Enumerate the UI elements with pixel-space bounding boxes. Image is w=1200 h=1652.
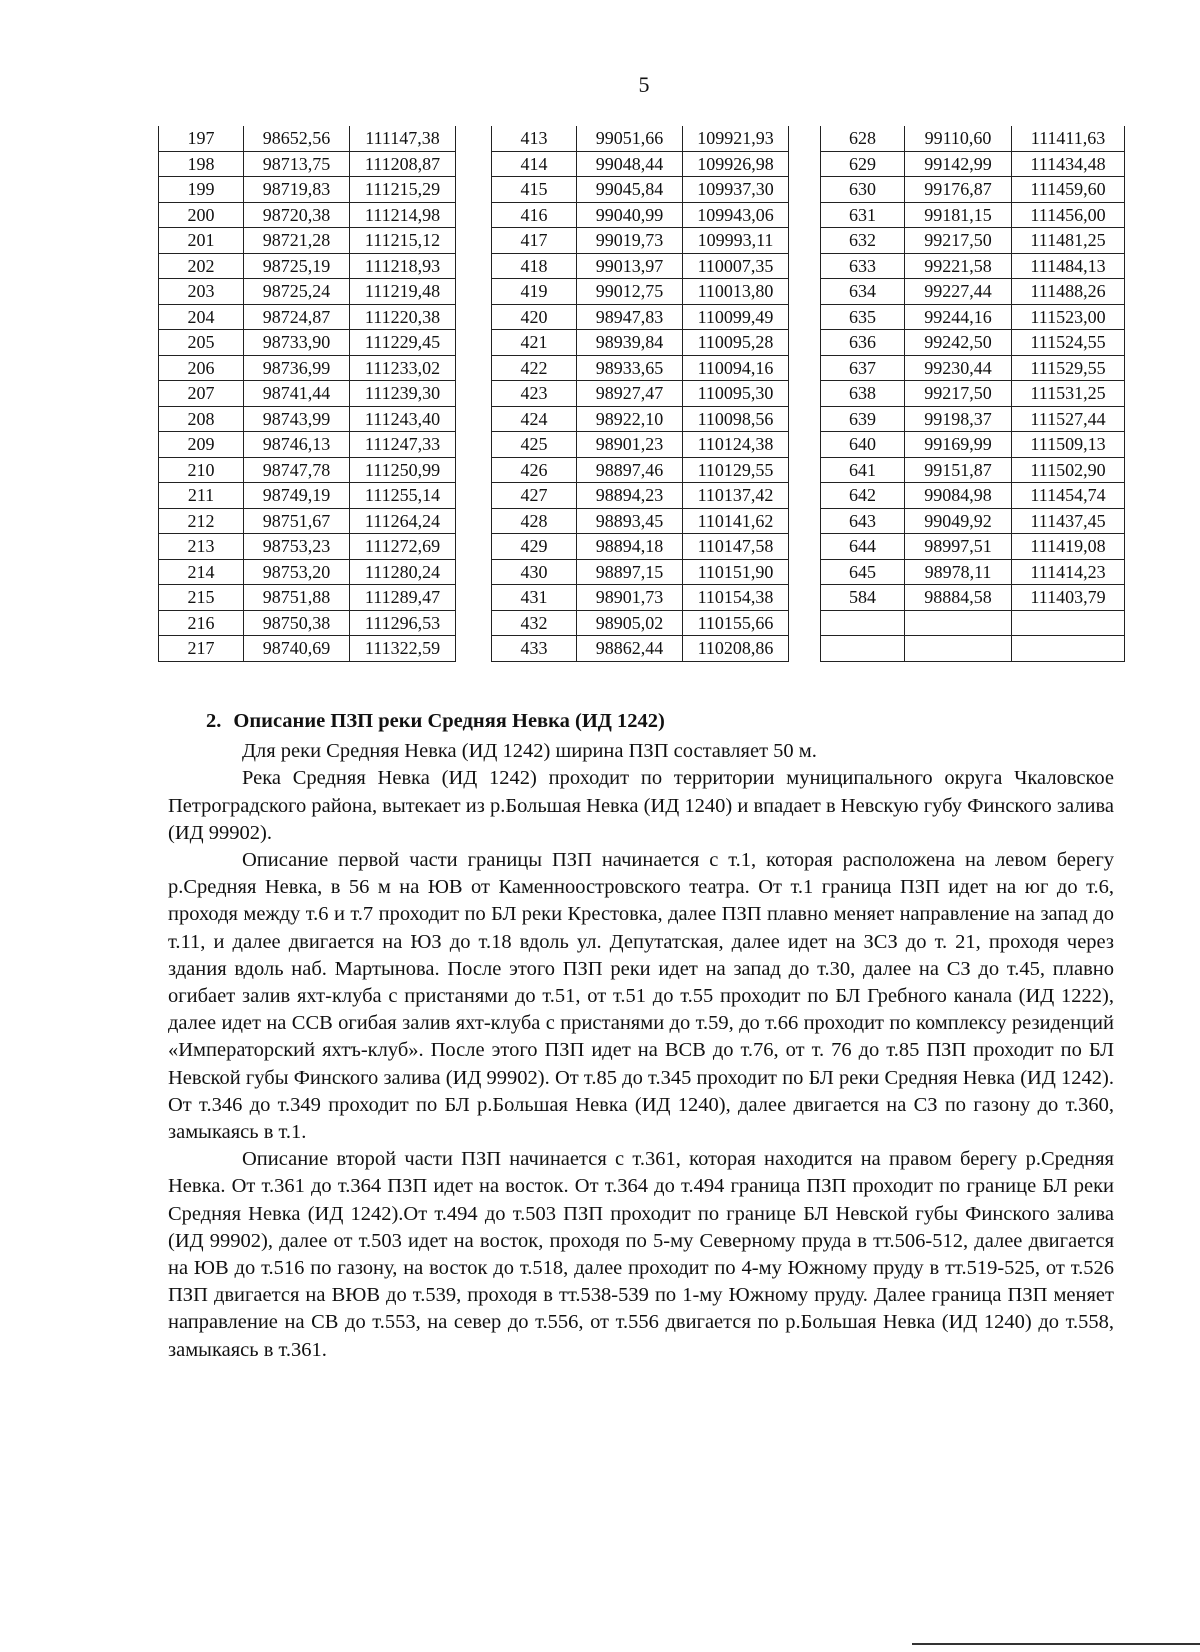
x-coordinate-cell: 99244,16 xyxy=(905,304,1012,330)
section-heading xyxy=(206,708,1114,735)
point-number-cell: 645 xyxy=(821,559,905,585)
point-number-cell: 644 xyxy=(821,534,905,560)
point-number-cell: 637 xyxy=(821,355,905,381)
point-number-cell: 214 xyxy=(159,559,244,585)
x-coordinate-cell: 98713,75 xyxy=(244,151,350,177)
table-row xyxy=(492,534,789,560)
section-text-block xyxy=(168,708,1114,1364)
y-coordinate-cell: 111218,93 xyxy=(350,253,456,279)
point-number-cell: 416 xyxy=(492,202,577,228)
x-coordinate-cell: 98922,10 xyxy=(577,406,683,432)
x-coordinate-cell: 98724,87 xyxy=(244,304,350,330)
point-number-cell: 213 xyxy=(159,534,244,560)
table-row xyxy=(492,381,789,407)
x-coordinate-cell: 99142,99 xyxy=(905,151,1012,177)
point-number-cell: 628 xyxy=(821,126,905,151)
table-row xyxy=(159,126,456,151)
x-coordinate-cell: 98750,38 xyxy=(244,610,350,636)
x-coordinate-cell: 99181,15 xyxy=(905,202,1012,228)
footer-rule xyxy=(912,1643,1200,1645)
point-number-cell: 432 xyxy=(492,610,577,636)
table-row xyxy=(492,406,789,432)
x-coordinate-cell: 99019,73 xyxy=(577,228,683,254)
table-row xyxy=(821,483,1125,509)
point-number-cell: 207 xyxy=(159,381,244,407)
point-number-cell: 208 xyxy=(159,406,244,432)
point-number-cell: 205 xyxy=(159,330,244,356)
y-coordinate-cell: 111502,90 xyxy=(1012,457,1125,483)
x-coordinate-cell: 98741,44 xyxy=(244,381,350,407)
y-coordinate-cell: 111411,63 xyxy=(1012,126,1125,151)
point-number-cell: 636 xyxy=(821,330,905,356)
point-number-cell: 633 xyxy=(821,253,905,279)
point-number-cell: 216 xyxy=(159,610,244,636)
x-coordinate-cell: 99242,50 xyxy=(905,330,1012,356)
y-coordinate-cell: 111434,48 xyxy=(1012,151,1125,177)
coordinates-table-2 xyxy=(491,126,789,662)
x-coordinate-cell xyxy=(905,610,1012,636)
x-coordinate-cell: 99048,44 xyxy=(577,151,683,177)
point-number-cell: 635 xyxy=(821,304,905,330)
table-row xyxy=(159,381,456,407)
table-row xyxy=(159,304,456,330)
point-number-cell: 423 xyxy=(492,381,577,407)
y-coordinate-cell: 111215,12 xyxy=(350,228,456,254)
x-coordinate-cell: 99151,87 xyxy=(905,457,1012,483)
x-coordinate-cell: 98901,73 xyxy=(577,585,683,611)
table-row xyxy=(821,355,1125,381)
table-row xyxy=(821,279,1125,305)
x-coordinate-cell: 98720,38 xyxy=(244,202,350,228)
table-row xyxy=(159,330,456,356)
point-number-cell: 430 xyxy=(492,559,577,585)
y-coordinate-cell: 111403,79 xyxy=(1012,585,1125,611)
point-number-cell: 206 xyxy=(159,355,244,381)
point-number-cell xyxy=(821,636,905,662)
table-row xyxy=(821,559,1125,585)
table-row xyxy=(821,126,1125,151)
x-coordinate-cell: 98751,88 xyxy=(244,585,350,611)
y-coordinate-cell: 111280,24 xyxy=(350,559,456,585)
page-number: 5 xyxy=(638,72,650,97)
y-coordinate-cell: 111484,13 xyxy=(1012,253,1125,279)
y-coordinate-cell: 111247,33 xyxy=(350,432,456,458)
point-number-cell: 415 xyxy=(492,177,577,203)
point-number-cell: 421 xyxy=(492,330,577,356)
x-coordinate-cell: 98736,99 xyxy=(244,355,350,381)
paragraph-first-part: Описание первой части границы ПЗП начинается с т.1, которая расположена на левом берегу р.Средняя Невка, в 56 м на ЮВ от Каменноостровского театра. От т.1 граница ПЗП идет на юг до т.6, проходя между т.6 и т.7 проходит по БЛ реки Крестовка, далее ПЗП плавно меняет направление на запад до т.11, и далее двигается на ЮЗ до т.18 вдоль ул. Депутатская, далее идет на ЗСЗ до т. 21, проходя через здания вдоль наб. Мартынова. После этого ПЗП реки идет на запад до т.30, далее на СЗ до т.45, плавно огибает залив яхт-клуба с пристанями до т.51, от т.51 до т.55 проходит по БЛ Гребного канала (ИД 1222), далее идет на ССВ огибая залив яхт-клуба с пристанями до т.59, до т.66 проходит по комплексу резиденций «Императорский яхтъ-клуб». После этого ПЗП идет на ВСВ до т.76, от т. 76 до т.85 ПЗП проходит по БЛ Невской губы Финского залива (ИД 99902). От т.85 до т.345 проходит по БЛ реки Средняя Невка (ИД 1242). От т.346 до т.349 проходит по БЛ р.Большая Невка (ИД 1240), далее двигается на СЗ по газону до т.360, замыкаясь в т.1. xyxy=(168,849,1114,1144)
point-number-cell: 413 xyxy=(492,126,577,151)
table-row xyxy=(159,636,456,662)
point-number-cell: 426 xyxy=(492,457,577,483)
point-number-cell: 420 xyxy=(492,304,577,330)
table-row xyxy=(821,381,1125,407)
y-coordinate-cell: 111437,45 xyxy=(1012,508,1125,534)
table-row xyxy=(821,636,1125,662)
x-coordinate-cell: 98947,83 xyxy=(577,304,683,330)
point-number-cell: 209 xyxy=(159,432,244,458)
point-number-cell: 204 xyxy=(159,304,244,330)
point-number-cell: 201 xyxy=(159,228,244,254)
table-row xyxy=(821,406,1125,432)
x-coordinate-cell: 98749,19 xyxy=(244,483,350,509)
table-row xyxy=(821,177,1125,203)
table-row xyxy=(159,355,456,381)
point-number-cell: 200 xyxy=(159,202,244,228)
coordinates-table-3 xyxy=(820,126,1125,662)
table-row xyxy=(492,151,789,177)
x-coordinate-cell: 98740,69 xyxy=(244,636,350,662)
point-number-cell: 425 xyxy=(492,432,577,458)
x-coordinate-cell: 99049,92 xyxy=(905,508,1012,534)
table-row xyxy=(492,610,789,636)
y-coordinate-cell: 111322,59 xyxy=(350,636,456,662)
table-row xyxy=(159,457,456,483)
y-coordinate-cell: 111250,99 xyxy=(350,457,456,483)
x-coordinate-cell: 98733,90 xyxy=(244,330,350,356)
x-coordinate-cell: 98719,83 xyxy=(244,177,350,203)
y-coordinate-cell: 110147,58 xyxy=(683,534,789,560)
table-row xyxy=(492,457,789,483)
y-coordinate-cell: 111419,08 xyxy=(1012,534,1125,560)
paragraph-width: Для реки Средняя Невка (ИД 1242) ширина ПЗП составляет 50 м. xyxy=(242,740,817,763)
table-row xyxy=(159,151,456,177)
y-coordinate-cell: 109926,98 xyxy=(683,151,789,177)
y-coordinate-cell: 110099,49 xyxy=(683,304,789,330)
point-number-cell: 203 xyxy=(159,279,244,305)
point-number-cell: 198 xyxy=(159,151,244,177)
y-coordinate-cell: 111459,60 xyxy=(1012,177,1125,203)
y-coordinate-cell: 111220,38 xyxy=(350,304,456,330)
y-coordinate-cell: 109993,11 xyxy=(683,228,789,254)
y-coordinate-cell: 110094,16 xyxy=(683,355,789,381)
point-number-cell: 418 xyxy=(492,253,577,279)
x-coordinate-cell: 98753,20 xyxy=(244,559,350,585)
point-number-cell: 632 xyxy=(821,228,905,254)
y-coordinate-cell: 110007,35 xyxy=(683,253,789,279)
y-coordinate-cell: 110151,90 xyxy=(683,559,789,585)
table-row xyxy=(159,483,456,509)
point-number-cell: 634 xyxy=(821,279,905,305)
table-row xyxy=(492,585,789,611)
table-row xyxy=(821,508,1125,534)
table-row xyxy=(821,228,1125,254)
y-coordinate-cell: 111481,25 xyxy=(1012,228,1125,254)
point-number-cell: 414 xyxy=(492,151,577,177)
x-coordinate-cell: 99230,44 xyxy=(905,355,1012,381)
y-coordinate-cell: 111243,40 xyxy=(350,406,456,432)
x-coordinate-cell: 98897,15 xyxy=(577,559,683,585)
y-coordinate-cell: 110095,30 xyxy=(683,381,789,407)
y-coordinate-cell: 111229,45 xyxy=(350,330,456,356)
y-coordinate-cell: 111488,26 xyxy=(1012,279,1125,305)
x-coordinate-cell: 98652,56 xyxy=(244,126,350,151)
table-row xyxy=(159,534,456,560)
point-number-cell: 427 xyxy=(492,483,577,509)
section-title: Описание ПЗП реки Средняя Невка (ИД 1242) xyxy=(233,710,665,732)
point-number-cell: 210 xyxy=(159,457,244,483)
point-number-cell: 631 xyxy=(821,202,905,228)
point-number-cell: 429 xyxy=(492,534,577,560)
y-coordinate-cell: 111208,87 xyxy=(350,151,456,177)
point-number-cell: 431 xyxy=(492,585,577,611)
x-coordinate-cell: 99110,60 xyxy=(905,126,1012,151)
table-row xyxy=(492,508,789,534)
y-coordinate-cell: 110129,55 xyxy=(683,457,789,483)
point-number-cell: 638 xyxy=(821,381,905,407)
table-row xyxy=(159,559,456,585)
x-coordinate-cell: 99051,66 xyxy=(577,126,683,151)
point-number-cell: 212 xyxy=(159,508,244,534)
x-coordinate-cell: 99084,98 xyxy=(905,483,1012,509)
point-number-cell: 433 xyxy=(492,636,577,662)
x-coordinate-cell: 99012,75 xyxy=(577,279,683,305)
x-coordinate-cell: 98721,28 xyxy=(244,228,350,254)
table-row xyxy=(821,457,1125,483)
y-coordinate-cell: 111509,13 xyxy=(1012,432,1125,458)
point-number-cell: 197 xyxy=(159,126,244,151)
point-number-cell: 629 xyxy=(821,151,905,177)
table-row xyxy=(821,330,1125,356)
table-row xyxy=(821,585,1125,611)
x-coordinate-cell: 98894,23 xyxy=(577,483,683,509)
table-row xyxy=(821,253,1125,279)
x-coordinate-cell: 98751,67 xyxy=(244,508,350,534)
point-number-cell: 639 xyxy=(821,406,905,432)
x-coordinate-cell: 98884,58 xyxy=(905,585,1012,611)
y-coordinate-cell: 111456,00 xyxy=(1012,202,1125,228)
y-coordinate-cell: 110098,56 xyxy=(683,406,789,432)
y-coordinate-cell: 111289,47 xyxy=(350,585,456,611)
point-number-cell: 202 xyxy=(159,253,244,279)
table-row xyxy=(492,355,789,381)
point-number-cell: 217 xyxy=(159,636,244,662)
table-row xyxy=(821,534,1125,560)
point-number-cell: 428 xyxy=(492,508,577,534)
y-coordinate-cell: 111531,25 xyxy=(1012,381,1125,407)
x-coordinate-cell: 98901,23 xyxy=(577,432,683,458)
y-coordinate-cell: 110208,86 xyxy=(683,636,789,662)
point-number-cell: 630 xyxy=(821,177,905,203)
y-coordinate-cell xyxy=(1012,610,1125,636)
y-coordinate-cell: 111523,00 xyxy=(1012,304,1125,330)
point-number-cell: 419 xyxy=(492,279,577,305)
table-row xyxy=(821,202,1125,228)
point-number-cell: 199 xyxy=(159,177,244,203)
y-coordinate-cell: 109937,30 xyxy=(683,177,789,203)
x-coordinate-cell: 98747,78 xyxy=(244,457,350,483)
x-coordinate-cell: 98725,24 xyxy=(244,279,350,305)
table-row xyxy=(492,202,789,228)
point-number-cell: 215 xyxy=(159,585,244,611)
x-coordinate-cell: 99217,50 xyxy=(905,381,1012,407)
point-number-cell xyxy=(821,610,905,636)
y-coordinate-cell: 111414,23 xyxy=(1012,559,1125,585)
table-row xyxy=(159,585,456,611)
table-row xyxy=(492,636,789,662)
point-number-cell: 642 xyxy=(821,483,905,509)
y-coordinate-cell: 111529,55 xyxy=(1012,355,1125,381)
table-row xyxy=(159,253,456,279)
x-coordinate-cell: 98978,11 xyxy=(905,559,1012,585)
y-coordinate-cell: 111219,48 xyxy=(350,279,456,305)
y-coordinate-cell: 110137,42 xyxy=(683,483,789,509)
table-row xyxy=(821,432,1125,458)
x-coordinate-cell xyxy=(905,636,1012,662)
y-coordinate-cell: 111233,02 xyxy=(350,355,456,381)
x-coordinate-cell: 98939,84 xyxy=(577,330,683,356)
table-row xyxy=(159,432,456,458)
x-coordinate-cell: 98753,23 xyxy=(244,534,350,560)
y-coordinate-cell xyxy=(1012,636,1125,662)
paragraph-river-route: Река Средняя Невка (ИД 1242) проходит по территории муниципального округа Чкаловское Петроградского района, вытекает из р.Большая Невка (ИД 1240) и впадает в Невскую губу Финского залива (ИД 99902). xyxy=(168,767,1114,844)
table-row xyxy=(492,304,789,330)
y-coordinate-cell: 111239,30 xyxy=(350,381,456,407)
table-row xyxy=(492,330,789,356)
table-row xyxy=(821,304,1125,330)
table-row xyxy=(492,228,789,254)
x-coordinate-cell: 98725,19 xyxy=(244,253,350,279)
y-coordinate-cell: 110154,38 xyxy=(683,585,789,611)
table-row xyxy=(159,202,456,228)
point-number-cell: 643 xyxy=(821,508,905,534)
y-coordinate-cell: 109943,06 xyxy=(683,202,789,228)
y-coordinate-cell: 111215,29 xyxy=(350,177,456,203)
table-row xyxy=(492,559,789,585)
table-row xyxy=(492,432,789,458)
table-row xyxy=(492,177,789,203)
y-coordinate-cell: 111527,44 xyxy=(1012,406,1125,432)
section-number: 2. xyxy=(206,710,222,732)
y-coordinate-cell: 111255,14 xyxy=(350,483,456,509)
x-coordinate-cell: 98746,13 xyxy=(244,432,350,458)
x-coordinate-cell: 99045,84 xyxy=(577,177,683,203)
point-number-cell: 417 xyxy=(492,228,577,254)
table-row xyxy=(492,253,789,279)
x-coordinate-cell: 98862,44 xyxy=(577,636,683,662)
point-number-cell: 422 xyxy=(492,355,577,381)
table-row xyxy=(492,279,789,305)
y-coordinate-cell: 111214,98 xyxy=(350,202,456,228)
x-coordinate-cell: 99221,58 xyxy=(905,253,1012,279)
x-coordinate-cell: 99217,50 xyxy=(905,228,1012,254)
x-coordinate-cell: 98927,47 xyxy=(577,381,683,407)
point-number-cell: 641 xyxy=(821,457,905,483)
x-coordinate-cell: 99169,99 xyxy=(905,432,1012,458)
coordinates-table-1 xyxy=(158,126,456,662)
y-coordinate-cell: 111264,24 xyxy=(350,508,456,534)
table-row xyxy=(492,483,789,509)
table-row xyxy=(159,177,456,203)
x-coordinate-cell: 99040,99 xyxy=(577,202,683,228)
table-row xyxy=(821,151,1125,177)
point-number-cell: 424 xyxy=(492,406,577,432)
y-coordinate-cell: 109921,93 xyxy=(683,126,789,151)
y-coordinate-cell: 110155,66 xyxy=(683,610,789,636)
x-coordinate-cell: 98933,65 xyxy=(577,355,683,381)
y-coordinate-cell: 110013,80 xyxy=(683,279,789,305)
y-coordinate-cell: 111272,69 xyxy=(350,534,456,560)
x-coordinate-cell: 98743,99 xyxy=(244,406,350,432)
x-coordinate-cell: 99198,37 xyxy=(905,406,1012,432)
table-row xyxy=(159,610,456,636)
table-row xyxy=(159,279,456,305)
y-coordinate-cell: 110124,38 xyxy=(683,432,789,458)
table-row xyxy=(159,508,456,534)
table-row xyxy=(159,406,456,432)
x-coordinate-cell: 99176,87 xyxy=(905,177,1012,203)
x-coordinate-cell: 98905,02 xyxy=(577,610,683,636)
y-coordinate-cell: 110095,28 xyxy=(683,330,789,356)
y-coordinate-cell: 111296,53 xyxy=(350,610,456,636)
x-coordinate-cell: 99227,44 xyxy=(905,279,1012,305)
point-number-cell: 211 xyxy=(159,483,244,509)
x-coordinate-cell: 98893,45 xyxy=(577,508,683,534)
x-coordinate-cell: 99013,97 xyxy=(577,253,683,279)
point-number-cell: 640 xyxy=(821,432,905,458)
paragraph-second-part: Описание второй части ПЗП начинается с т.361, которая находится на правом берегу р.Средняя Невка. От т.361 до т.364 ПЗП идет на восток. От т.364 до т.494 граница ПЗП проходит по границе БЛ реки Средняя Невка (ИД 1242).От т.494 до т.503 ПЗП проходит по границе БЛ Невской губы Финского залива (ИД 99902), далее от т.503 идет на восток, проходя по 5-му Северному пруда в тт.506-512, далее двигается на ЮВ до т.516 по газону, на восток до т.518, далее проходит по 4-му Южному пруду в тт.519-525, от т.526 ПЗП двигается на ВЮВ до т.539, проходя в тт.538-539 по 1-му Южному пруду. Далее граница ПЗП меняет направление на СВ до т.553, на север до т.556, от т.556 двигается по р.Большая Невка (ИД 1240) до т.558, замыкаясь в т.361. xyxy=(168,1148,1114,1361)
table-row xyxy=(159,228,456,254)
y-coordinate-cell: 111147,38 xyxy=(350,126,456,151)
y-coordinate-cell: 111454,74 xyxy=(1012,483,1125,509)
point-number-cell: 584 xyxy=(821,585,905,611)
table-row xyxy=(492,126,789,151)
x-coordinate-cell: 98894,18 xyxy=(577,534,683,560)
y-coordinate-cell: 110141,62 xyxy=(683,508,789,534)
table-row xyxy=(821,610,1125,636)
y-coordinate-cell: 111524,55 xyxy=(1012,330,1125,356)
x-coordinate-cell: 98997,51 xyxy=(905,534,1012,560)
x-coordinate-cell: 98897,46 xyxy=(577,457,683,483)
